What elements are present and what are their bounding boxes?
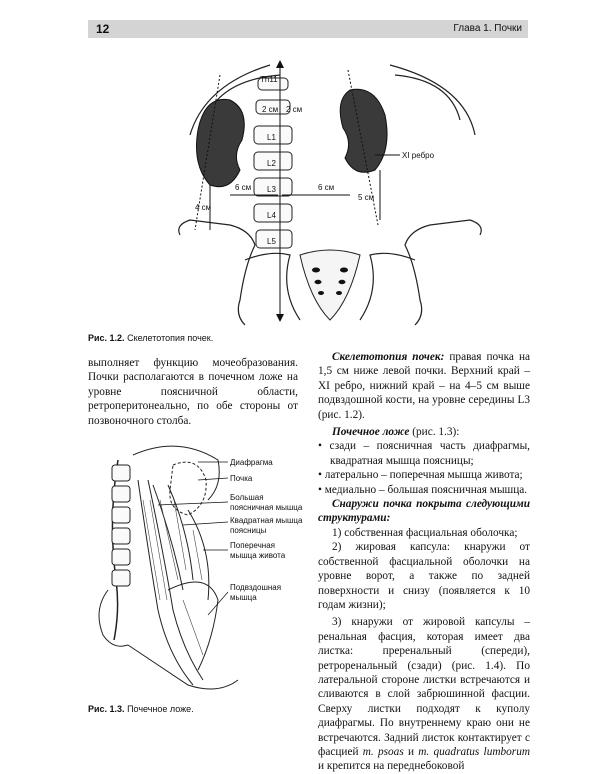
left-paragraph: выполняет функцию мочеобразования. Почки располагаются в почечном ложе на уровне поясничной области, ретроперитонеально, по обе стороны от позвоночного столба. (88, 357, 298, 427)
label-iliacus-1: Подвздошная (230, 583, 282, 592)
left-column-text (88, 356, 298, 428)
label-5cm: 5 см (358, 193, 375, 202)
figure1-caption (88, 333, 213, 343)
right-kidney (340, 89, 387, 172)
term-quadratus: m. quadratus lumborum (418, 745, 531, 758)
label-diaphragm: Диафрагма (230, 458, 273, 467)
label-iliacus-2: мышца (230, 593, 257, 602)
bullet-item: • латерально – поперечная мышца живота; (318, 469, 523, 482)
skeletotopy-body: правая почка на 1,5 см ниже левой почки. Верхний край – XI ребро, нижний край – на 4–5 см выше подвздошной кости, на уровне середины L3 (рис. 1.2). (318, 351, 530, 421)
figure2-caption (88, 704, 194, 714)
bullet-text: сзади – поясничная часть диафрагмы, квадратная мышца поясницы; (329, 440, 530, 467)
label-6cm-right: 6 см (318, 183, 335, 192)
label-transverse-1: Поперечная (230, 541, 275, 550)
bullet-item: • сзади – поясничная часть диафрагмы, квадратная мышца поясницы; (318, 440, 530, 467)
list-item-3 (318, 615, 530, 773)
bullet-text: медиально – большая поясничная мышца. (324, 483, 528, 496)
label-2cm-right: 2 см (286, 105, 303, 114)
kidney-bed-paragraph (318, 425, 530, 439)
list-item-2: 2) жировая капсула: кнаружи от собственной фасциальной оболочки на уровне ворот, а также по задней поверхности и снизу (появляется к 10 годам жизни); (318, 541, 530, 611)
sacrum (300, 250, 360, 320)
label-psoas-1: Большая (230, 493, 264, 502)
label-l2: L2 (267, 159, 276, 168)
label-l1: L1 (267, 133, 276, 142)
figure1-caption-text: Скелетотопия почек. (124, 333, 214, 343)
list-item-1: 1) собственная фасциальная оболочка; (332, 526, 518, 539)
kidney-bed-ref: (рис. 1.3): (409, 426, 460, 439)
label-quadratus-2: поясницы (230, 526, 267, 535)
page-header (88, 20, 528, 38)
left-kidney (197, 99, 245, 186)
chapter-title: Глава 1. Почки (453, 23, 522, 34)
outside-heading: Снаружи почка покрыта следующими структурами: (318, 498, 530, 525)
label-l4: L4 (267, 211, 276, 220)
list-item-3-text: 3) кнаружи от жировой капсулы – ренальная фасция, которая имеет два листка: преренальный (спереди), ретроренальный (сзади) (рис. 1.4). По латеральной стороне листки встречаются и сливаются в слой забрюшинной фасции. Сверху листки подходят к куполу диафрагмы. По внутреннему краю они не встречаются. Задний листок контактирует с фасцией (318, 616, 530, 758)
label-kidney: Почка (230, 474, 253, 483)
figure-kidney-skeletotopy (150, 60, 510, 330)
bullet-text: латерально – поперечная мышца живота; (324, 469, 523, 482)
conjunction: и (403, 745, 419, 758)
figure1-caption-number: Рис. 1.2. (88, 333, 125, 343)
label-th11: Th11 (260, 75, 278, 84)
figure-kidney-bed (88, 440, 328, 700)
label-quadratus-1: Квадратная мышца (230, 516, 303, 525)
label-xi-rib: XI ребро (402, 151, 435, 160)
label-l3: L3 (267, 185, 276, 194)
label-4cm: 4 см (195, 203, 212, 212)
right-column-text (318, 350, 530, 774)
label-l5: L5 (267, 237, 276, 246)
label-6cm-left: 6 см (235, 183, 252, 192)
figure2-caption-text: Почечное ложе. (124, 704, 194, 714)
bullet-item: • медиально – большая поясничная мышца. (318, 483, 528, 496)
page-number: 12 (96, 22, 110, 36)
list-item-3-end: и крепится на переднебоковой (318, 760, 465, 773)
skeletotopy-paragraph (318, 350, 530, 422)
figure2-caption-number: Рис. 1.3. (88, 704, 125, 714)
label-transverse-2: мышца живота (230, 551, 286, 560)
label-2cm-left: 2 см (262, 105, 279, 114)
skeletotopy-heading: Скелетотопия почек: (332, 351, 445, 363)
kidney-bed-heading: Почечное ложе (332, 426, 410, 439)
term-psoas: m. psoas (362, 745, 404, 758)
label-psoas-2: поясничная мышца (230, 503, 303, 512)
